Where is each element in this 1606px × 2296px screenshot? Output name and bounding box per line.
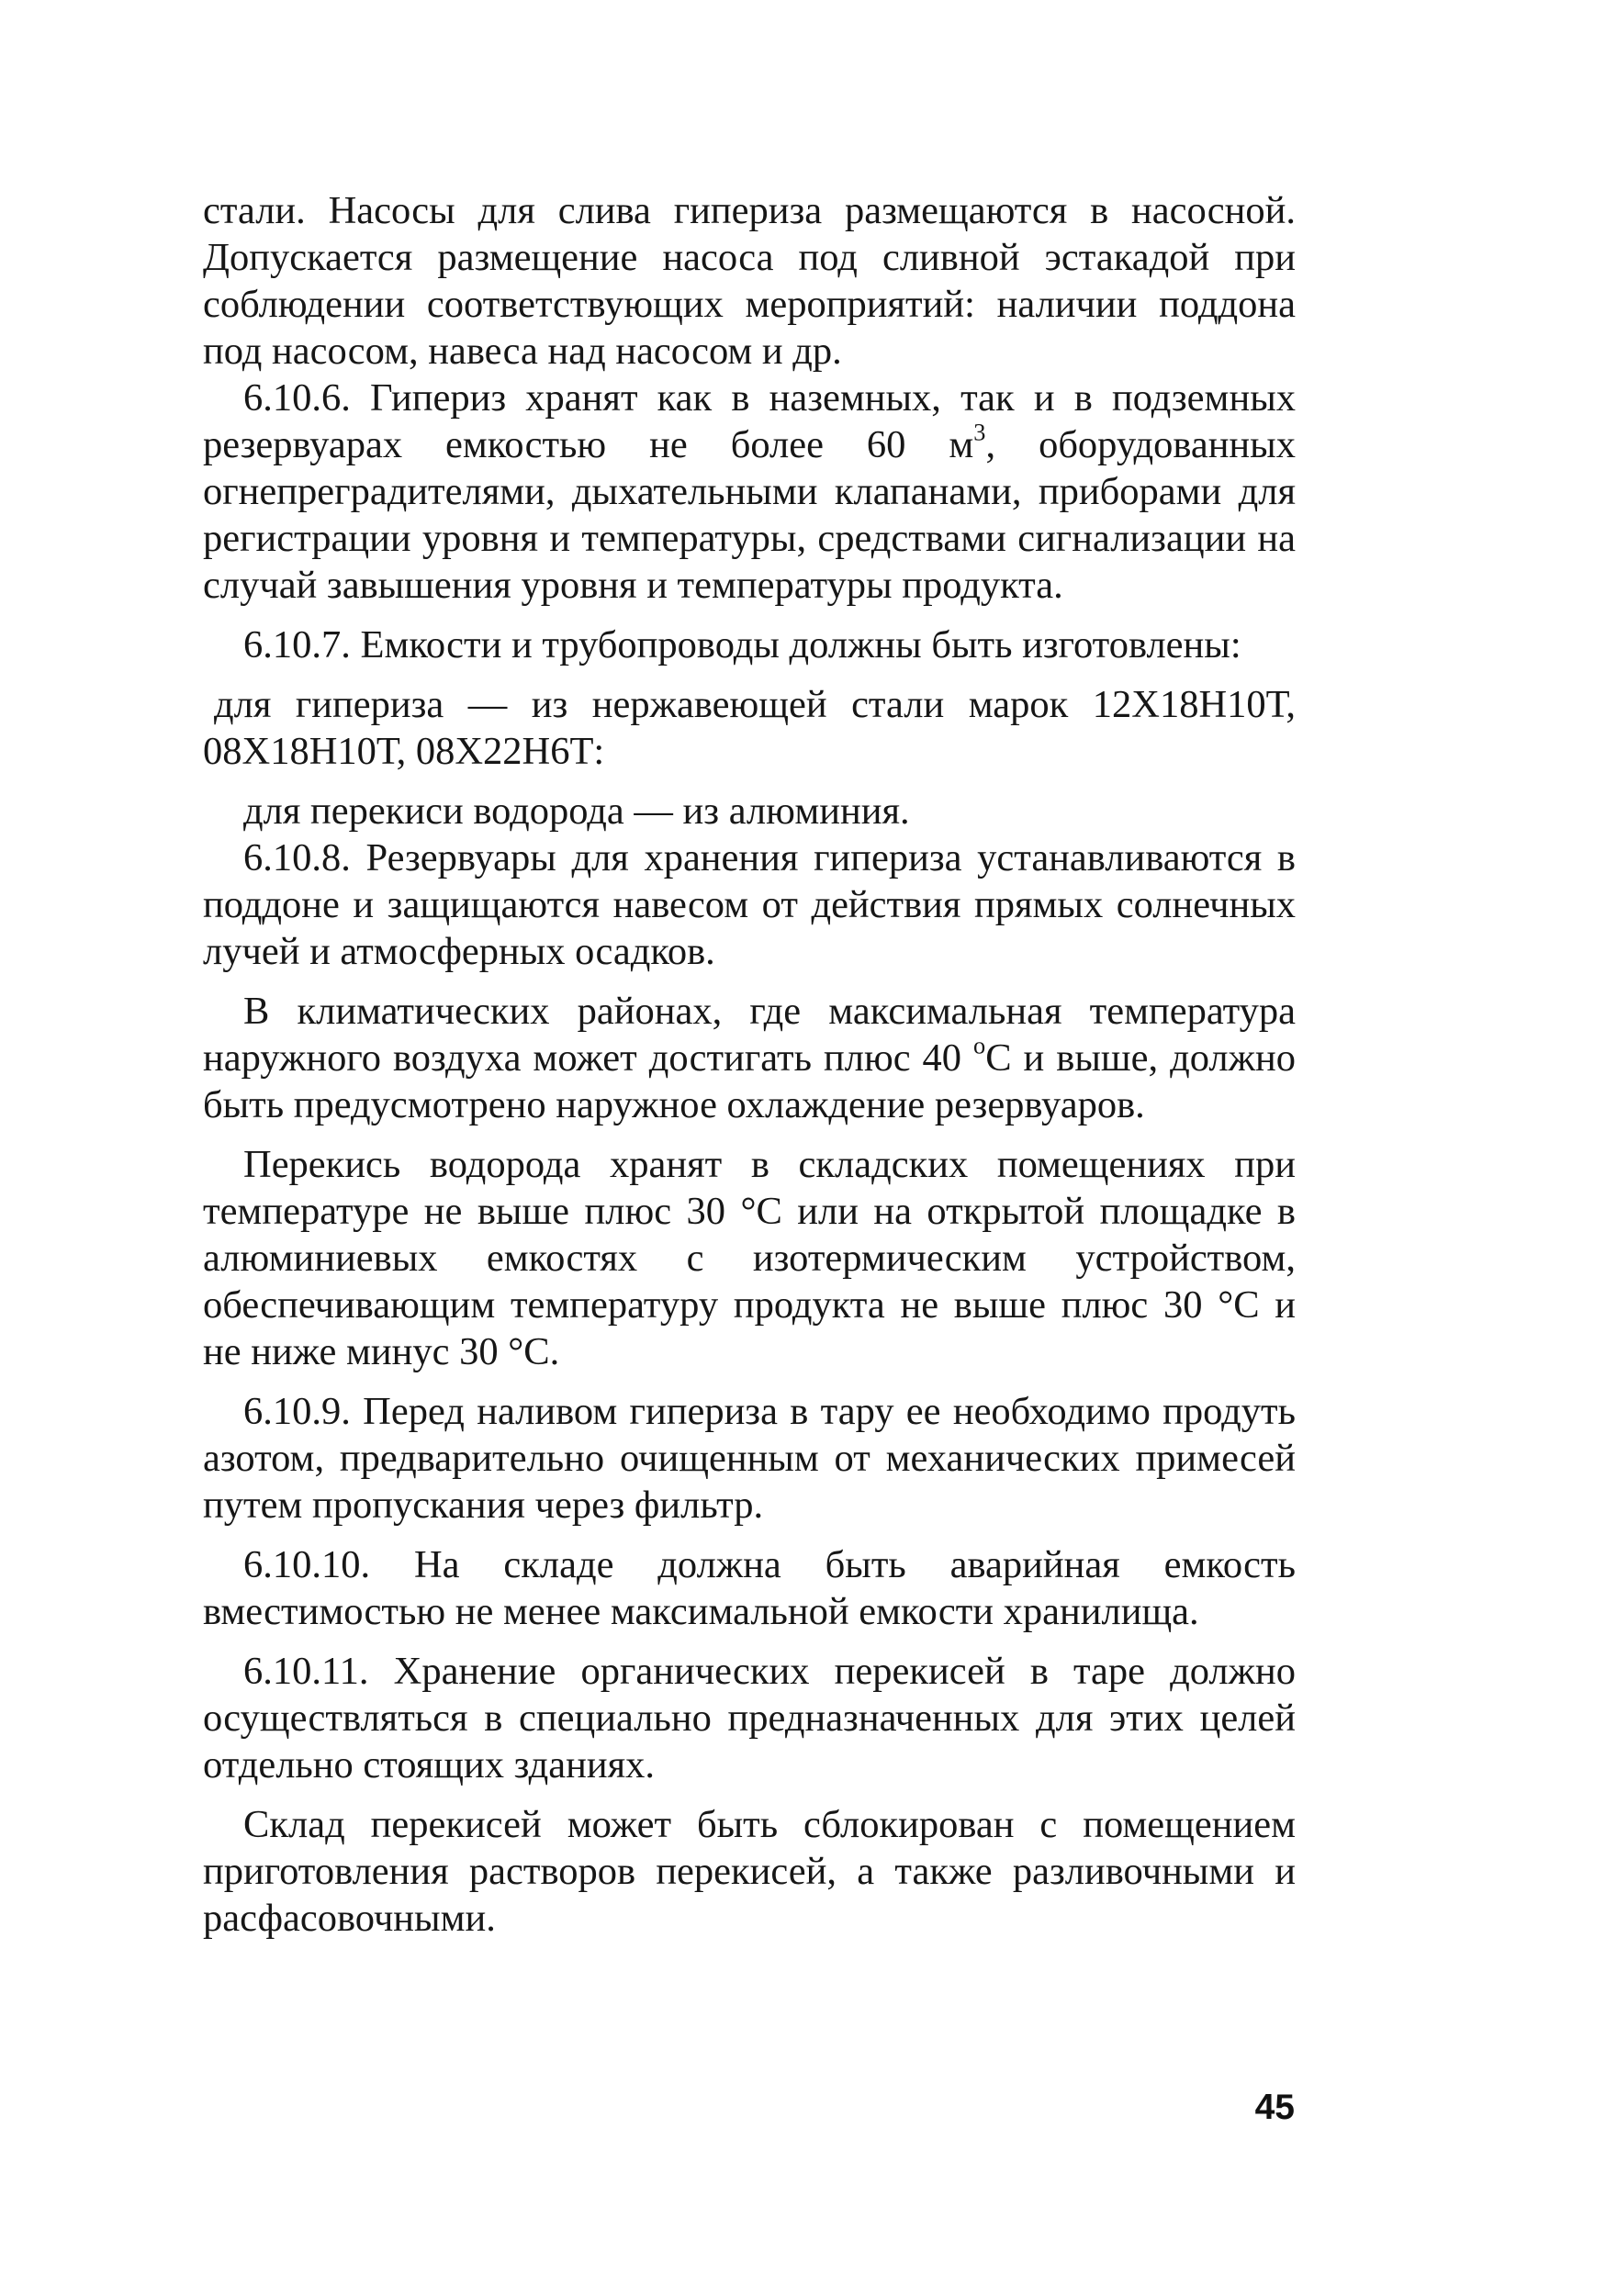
- paragraph-text: Склад перекисей может быть сблокирован с помещением приготовления растворов перекисей, а также разливочными и расфасовочными.: [203, 1803, 1296, 1940]
- superscript-degree: о: [973, 1032, 986, 1059]
- paragraph-text: 6.10.7. Емкости и трубопроводы должны быть изготовлены:: [243, 623, 1241, 666]
- paragraph-6-10-6: [203, 375, 1296, 609]
- paragraph-6-10-8: [203, 834, 1296, 975]
- paragraph-text: 6.10.9. Перед наливом гипериза в тару ее необходимо продуть азотом, предварительно очищенным от механических примесей путем пропускания через фильтр.: [203, 1390, 1296, 1527]
- paragraph-text: Перекись водорода хранят в складских помещениях при температуре не выше плюс 30 °С или на открытой площадке в алюминиевых емкостях с изотермическим устройством, обеспечивающим температуру продукта не выше плюс 30 °С и не ниже минус 30 °С.: [203, 1143, 1296, 1373]
- paragraph-text: 6.10.6. Гипериз хранят как в наземных, так и в подземных резервуарах емкостью не более 60 м: [203, 376, 1296, 466]
- paragraph-6-10-9: [203, 1388, 1296, 1529]
- page-number: 45: [1254, 2088, 1295, 2127]
- paragraph-text: 6.10.8. Резервуары для хранения гипериза устанавливаются в поддоне и защищаются навесом от действия прямых солнечных лучей и атмосферных осадков.: [203, 836, 1296, 973]
- paragraph-text: В климатических районах, где максимальная температура наружного воздуха может достигать плюс 40: [203, 990, 1296, 1080]
- paragraph-6-10-7-hyperiz: [203, 681, 1296, 775]
- paragraph-6-10-7-peroxide: [203, 788, 1296, 834]
- paragraph-climate: [203, 988, 1296, 1128]
- paragraph-text: для гипериза — из нержавеющей стали марок 12Х18Н10Т, 08Х18Н10Т, 08Х22Н6Т:: [203, 683, 1296, 773]
- paragraph-6-10-11: [203, 1648, 1296, 1788]
- paragraph-text: 6.10.11. Хранение органических перекисей в таре должно осуществляться в специально предназначенных для этих целей отдельно стоящих зданиях.: [203, 1650, 1296, 1786]
- paragraph-text: 6.10.10. На складе должна быть аварийная емкость вместимостью не менее максимальной емкости хранилища.: [203, 1543, 1296, 1633]
- paragraph-6-10-10: [203, 1541, 1296, 1635]
- body-text: [203, 187, 1296, 1942]
- paragraph-6-10-7: [203, 622, 1296, 668]
- paragraph-text: для перекиси водорода — из алюминия.: [243, 790, 910, 833]
- paragraph-text: С и выше, должно быть предусмотрено наружное охлаждение резервуаров.: [203, 1036, 1296, 1126]
- paragraph-continuation: [203, 187, 1296, 375]
- paragraph-text: стали. Насосы для слива гипериза размещаются в насосной. Допускается размещение насоса под сливной эстакадой при соблюдении соответствующих мероприятий: наличии поддона под насосом, навеса над насосом и др.: [203, 189, 1296, 373]
- paragraph-peroxide-storage: [203, 1141, 1296, 1375]
- paragraph-warehouse: [203, 1801, 1296, 1942]
- paragraph-text: , оборудованных огнепреградителями, дыхательными клапанами, приборами для регистрации уровня и температуры, средствами сигнализации на случай завышения уровня и температуры продукта.: [203, 423, 1296, 607]
- superscript-cubic: 3: [973, 419, 986, 446]
